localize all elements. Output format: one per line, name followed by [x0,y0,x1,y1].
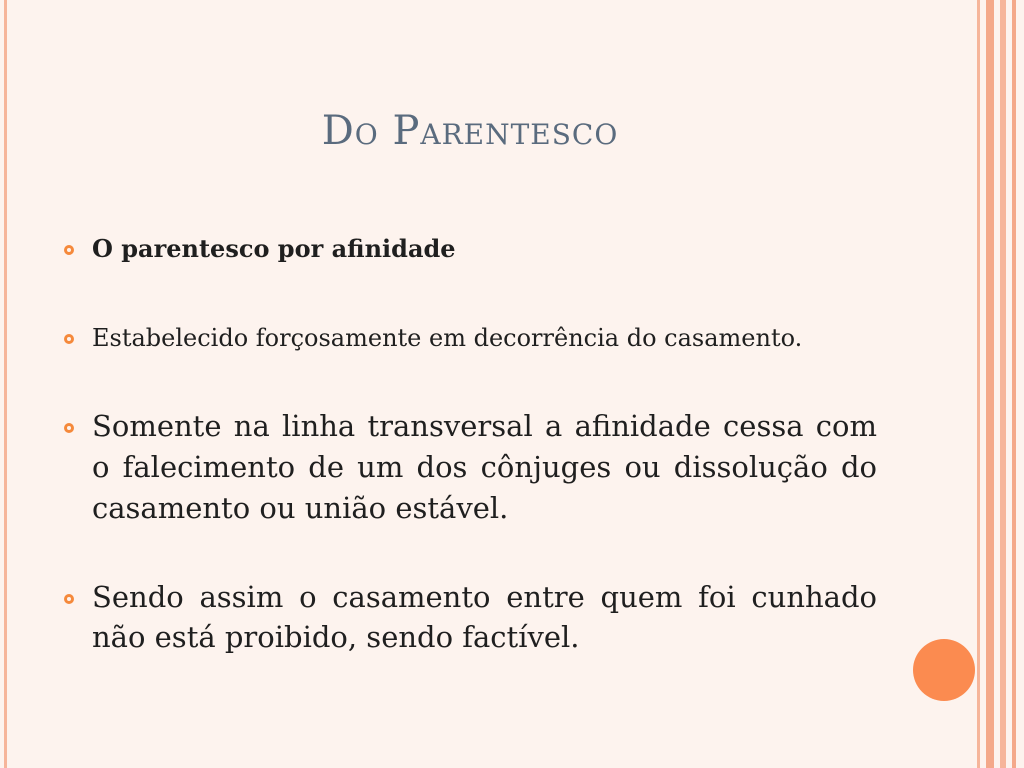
bullet-text: Estabelecido forçosamente em decorrência do casamento. [92,324,803,352]
bullet-text: O parentesco por afinidade [92,234,456,263]
right-border-stripe [1012,0,1016,768]
bullet-text: Somente na linha transversal a afinidade cessa com o falecimento de um dos cônjuges ou dissolução do casamento ou união estável. [92,409,877,525]
right-border-stripe [986,0,994,768]
bullet-item [62,320,877,356]
circle-bullet-icon [64,334,74,344]
decorative-circle [913,639,975,701]
bullet-item [62,406,877,529]
circle-bullet-icon [64,423,74,433]
right-border-stripe [977,0,980,768]
bullet-text: Sendo assim o casamento entre quem foi cunhado não está proibido, sendo factível. [92,580,877,654]
slide-title: Do Parentesco [321,108,619,154]
bullet-item [62,577,877,657]
circle-bullet-icon [64,245,74,255]
bullet-item [62,232,877,266]
bullet-list [62,232,877,657]
circle-bullet-icon [64,594,74,604]
right-border-stripe [1000,0,1006,768]
